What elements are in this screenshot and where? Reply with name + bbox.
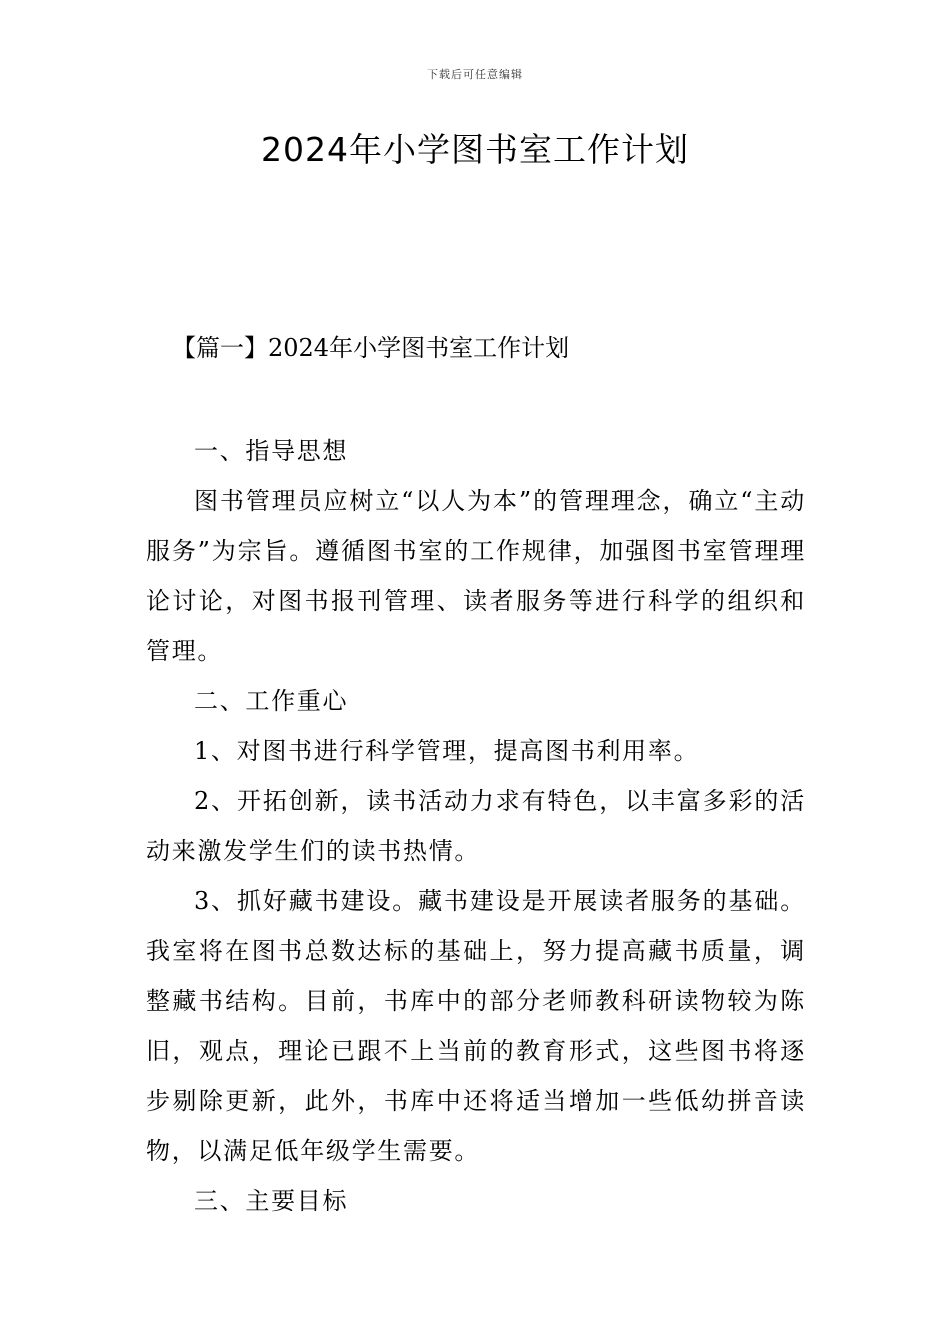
document-title: 2024年小学图书室工作计划 [261, 130, 689, 169]
paragraph-heading-2: 二、工作重心 [194, 687, 349, 715]
paragraph: 图书管理员应树立“以人为本”的管理理念，确立“主动服务”为宗旨。遵循图书室的工作规律，加强图书室管理理论讨论，对图书报刊管理、读者服务等进行科学的组织和管理。 [146, 487, 806, 665]
header-note: 下载后可任意编辑 [427, 68, 523, 81]
document-body [146, 426, 806, 1226]
paragraph-heading-3: 三、主要目标 [194, 1187, 349, 1215]
paragraph: 1、对图书进行科学管理，提高图书利用率。 [194, 737, 700, 765]
paragraph: 2、开拓创新，读书活动力求有特色，以丰富多彩的活动来激发学生们的读书热情。 [146, 787, 806, 865]
paragraph-heading-1: 一、指导思想 [194, 437, 349, 465]
section-title: 【篇一】2024年小学图书室工作计划 [172, 334, 570, 362]
paragraph: 3、抓好藏书建设。藏书建设是开展读者服务的基础。我室将在图书总数达标的基础上，努力提高藏书质量，调整藏书结构。目前，书库中的部分老师教科研读物较为陈旧，观点，理论已跟不上当前的教育形式，这些图书将逐步剔除更新，此外，书库中还将适当增加一些低幼拼音读物，以满足低年级学生需要。 [146, 887, 806, 1165]
